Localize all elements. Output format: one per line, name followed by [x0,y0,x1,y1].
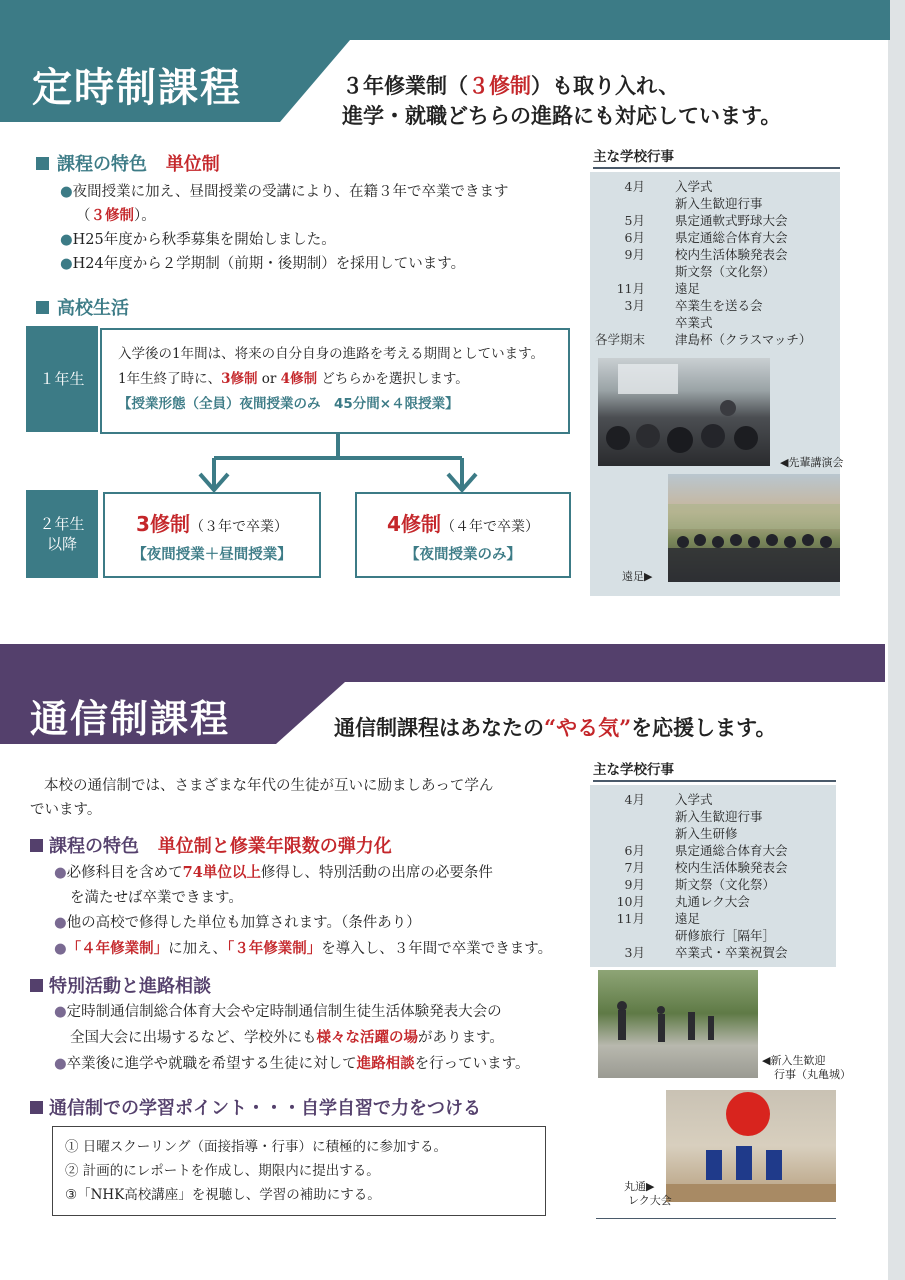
tsushin-feature-heading: 課程の特色 単位制と修業年限数の弾力化 [30,832,392,858]
option-4shu-detail: 【夜間授業のみ】 [405,547,521,563]
option-3shu-detail: 【夜間授業＋昼間授業】 [132,547,292,563]
event-item: 斯文祭（文化祭） [675,264,776,279]
teiji-photo1-caption: ◀先輩講演会 [780,456,844,469]
tsushin-events-table [590,785,836,967]
event-row [590,808,836,825]
event-month: 6月 [624,843,645,858]
dot-bullet-icon: ● [54,941,67,957]
event-item: 県定通総合体育大会 [675,843,788,858]
tsushin-activity-list: ●定時制通信制総合体育大会や定時制通信制生徒生活体験発表大会の 全国大会に出場するなど、学校外にも様々な活躍の場があります。 ●卒業後に進学や就職を希望する生徒に対して進路相談を行っています。 [54,1000,574,1077]
event-row [590,246,840,263]
tsushin-feature-list: ●必修科目を含めて74単位以上修得し、特別活動の出席の必要条件 を満たせば卒業できます。 ●他の高校で修得した単位も加算されます。（条件あり） ●「４年修業制」に加え、「３年修業制」を導入し、３年間で卒業できます。 [54,860,574,962]
event-row [590,791,836,808]
event-month [590,195,675,212]
teiji-feature-list [60,180,570,276]
teiji-feature-3: ●H24年度から２学期制（前期・後期制）を採用しています。 [60,256,466,272]
option-4shu-title: 4修制 [387,512,441,536]
event-item: 県定通軟式野球大会 [675,213,788,228]
tsushin-activity-2: ●卒業後に進学や就職を希望する生徒に対して進路相談を行っています。 [54,1055,530,1072]
tsushin-feature-1: ●必修科目を含めて74単位以上修得し、特別活動の出席の必要条件 [54,864,493,881]
event-row [590,910,836,927]
option-4shu-sub: （４年で卒業） [440,519,539,535]
teiji-title: 定時制課程 [32,64,242,111]
tsushin-feature-3: ●「４年修業制」に加え、「３年修業制」を導入し、３年間で卒業できます。 [54,940,553,957]
teiji-photo-lecture [598,358,770,466]
event-item: 新入生歓迎行事 [675,196,763,211]
event-month: 5月 [624,213,645,228]
teiji-photo2-caption: 遠足▶ [622,570,653,583]
year2-label: ２年生 以降 [26,490,98,578]
dot-bullet-icon: ● [54,915,67,931]
tsushin-events-bottom-rule [596,1218,836,1219]
event-row [590,263,840,280]
event-item: 津島杯（クラスマッチ） [675,332,812,347]
event-month: 4月 [624,179,645,194]
year1-box [100,328,570,434]
tsushin-tagline: 通信制課程はあなたの“やる気”を応援します。 [334,715,777,740]
event-month: 3月 [624,298,645,313]
event-row [590,229,840,246]
event-item: 遠足 [675,911,701,926]
event-month: 10月 [616,894,645,909]
point-3: ③「NHK高校講座」を視聴し、学習の補助にする。 [65,1187,381,1203]
event-row [590,944,836,961]
teiji-tagline-line1: ３年修業制（３修制）も取り入れ、 [342,73,680,98]
tsushin-photo1-caption-1: ◀新入生歓迎 [762,1054,826,1067]
dot-bullet-icon: ● [54,865,67,881]
tsushin-title: 通信制課程 [30,696,231,741]
teiji-life-heading: 高校生活 [36,294,129,320]
event-item: 入学式 [675,792,713,807]
point-2: ② 計画的にレポートを作成し、期限内に提出する。 [65,1163,380,1179]
teiji-feature-heading: 課程の特色 単位制 [36,150,220,176]
page-edge [888,0,905,1280]
event-month: 11月 [616,911,645,926]
tsushin-photo1-caption-2: 行事（丸亀城） [774,1068,851,1081]
option-3shu-title: 3修制 [136,512,190,536]
event-month [590,825,675,842]
event-row [590,178,840,195]
teiji-feature-1: ●夜間授業に加え、昼間授業の受講により、在籍３年で卒業できます [60,184,509,200]
event-row [590,842,836,859]
square-bullet-icon [30,839,43,852]
event-item: 新入生研修 [675,826,738,841]
event-month: 3月 [624,945,645,960]
dot-bullet-icon: ● [60,256,73,272]
option-4shu-box [355,492,571,578]
event-row [590,297,840,314]
tsushin-points-heading: 通信制での学習ポイント・・・自学自習で力をつける [30,1094,481,1120]
tsushin-photo-walk [598,970,758,1078]
event-month [590,808,675,825]
event-row [590,331,840,348]
teiji-feature-2: ●H25年度から秋季募集を開始しました。 [60,232,336,248]
branch-arrow-icon [190,434,490,496]
teiji-tagline-line2: 進学・就職どちらの進路にも対応しています。 [342,103,782,128]
event-item: 卒業式・卒業祝賀会 [675,945,788,960]
event-row [590,212,840,229]
event-month: 9月 [624,877,645,892]
event-item: 校内生活体験発表会 [675,860,788,875]
event-row [590,927,836,944]
year1-label: １年生 [26,326,98,432]
event-row [590,195,840,212]
tsushin-header-band [0,644,885,682]
tsushin-activity-1: ●定時制通信制総合体育大会や定時制通信制生徒生活体験発表大会の [54,1004,502,1020]
square-bullet-icon [30,1101,43,1114]
tsushin-photo2-caption-1: 丸通▶ [624,1180,655,1193]
tsushin-intro: 本校の通信制では、さまざまな年代の生徒が互いに励ましあって学ん でいます。 [30,778,494,818]
event-row [590,876,836,893]
year1-line1: 入学後の1年間は、将来の自分自身の進路を考える期間としています。 [118,346,545,362]
event-month: 4月 [624,792,645,807]
event-month: 7月 [624,860,645,875]
event-row [590,893,836,910]
event-row [590,280,840,297]
event-item: 丸通レク大会 [675,894,750,909]
square-bullet-icon [30,979,43,992]
event-row [590,825,836,842]
event-item: 校内生活体験発表会 [675,247,788,262]
event-item: 入学式 [675,179,713,194]
event-item: 卒業式 [675,315,713,330]
event-month: 各学期末 [594,332,645,347]
tsushin-feature-2: ●他の高校で修得した単位も加算されます。（条件あり） [54,915,421,931]
point-1: ① 日曜スクーリング（面接指導・行事）に積極的に参加する。 [65,1139,448,1155]
event-item: 遠足 [675,281,701,296]
year1-line3: 【授業形態（全員）夜間授業のみ 45分間×４限授業】 [118,396,459,412]
option-3shu-box [103,492,321,578]
tsushin-events-heading: 主な学校行事 [593,758,836,782]
event-item: 新入生歓迎行事 [675,809,763,824]
tsushin-photo2-caption-2: レク大会 [628,1194,672,1207]
event-item: 斯文祭（文化祭） [675,877,776,892]
teiji-header-band [0,0,890,40]
year1-line2: 1年生終了時に、3修制 or 4修制 どちらかを選択します。 [118,371,469,387]
event-item: 卒業生を送る会 [675,298,763,313]
event-month: 11月 [616,281,645,296]
dot-bullet-icon: ● [60,232,73,248]
tsushin-activity-heading: 特別活動と進路相談 [30,972,211,998]
event-item: 県定通総合体育大会 [675,230,788,245]
teiji-photo-excursion [668,474,840,582]
tsushin-photo-recreation [666,1090,836,1202]
square-bullet-icon [36,157,49,170]
tsushin-points-box [52,1126,546,1216]
dot-bullet-icon: ● [54,1056,67,1072]
event-row [590,859,836,876]
teiji-events-heading: 主な学校行事 [593,145,840,169]
event-month [590,927,675,944]
event-item: 研修旅行［隔年］ [675,928,776,943]
dot-bullet-icon: ● [60,184,73,200]
square-bullet-icon [36,301,49,314]
event-month [590,263,675,280]
event-month [590,314,675,331]
teiji-feature-1-cont: （３修制）。 [76,207,156,224]
option-3shu-sub: （３年で卒業） [189,519,288,535]
event-row [590,314,840,331]
event-month: 6月 [624,230,645,245]
event-month: 9月 [624,247,645,262]
dot-bullet-icon: ● [54,1004,67,1020]
